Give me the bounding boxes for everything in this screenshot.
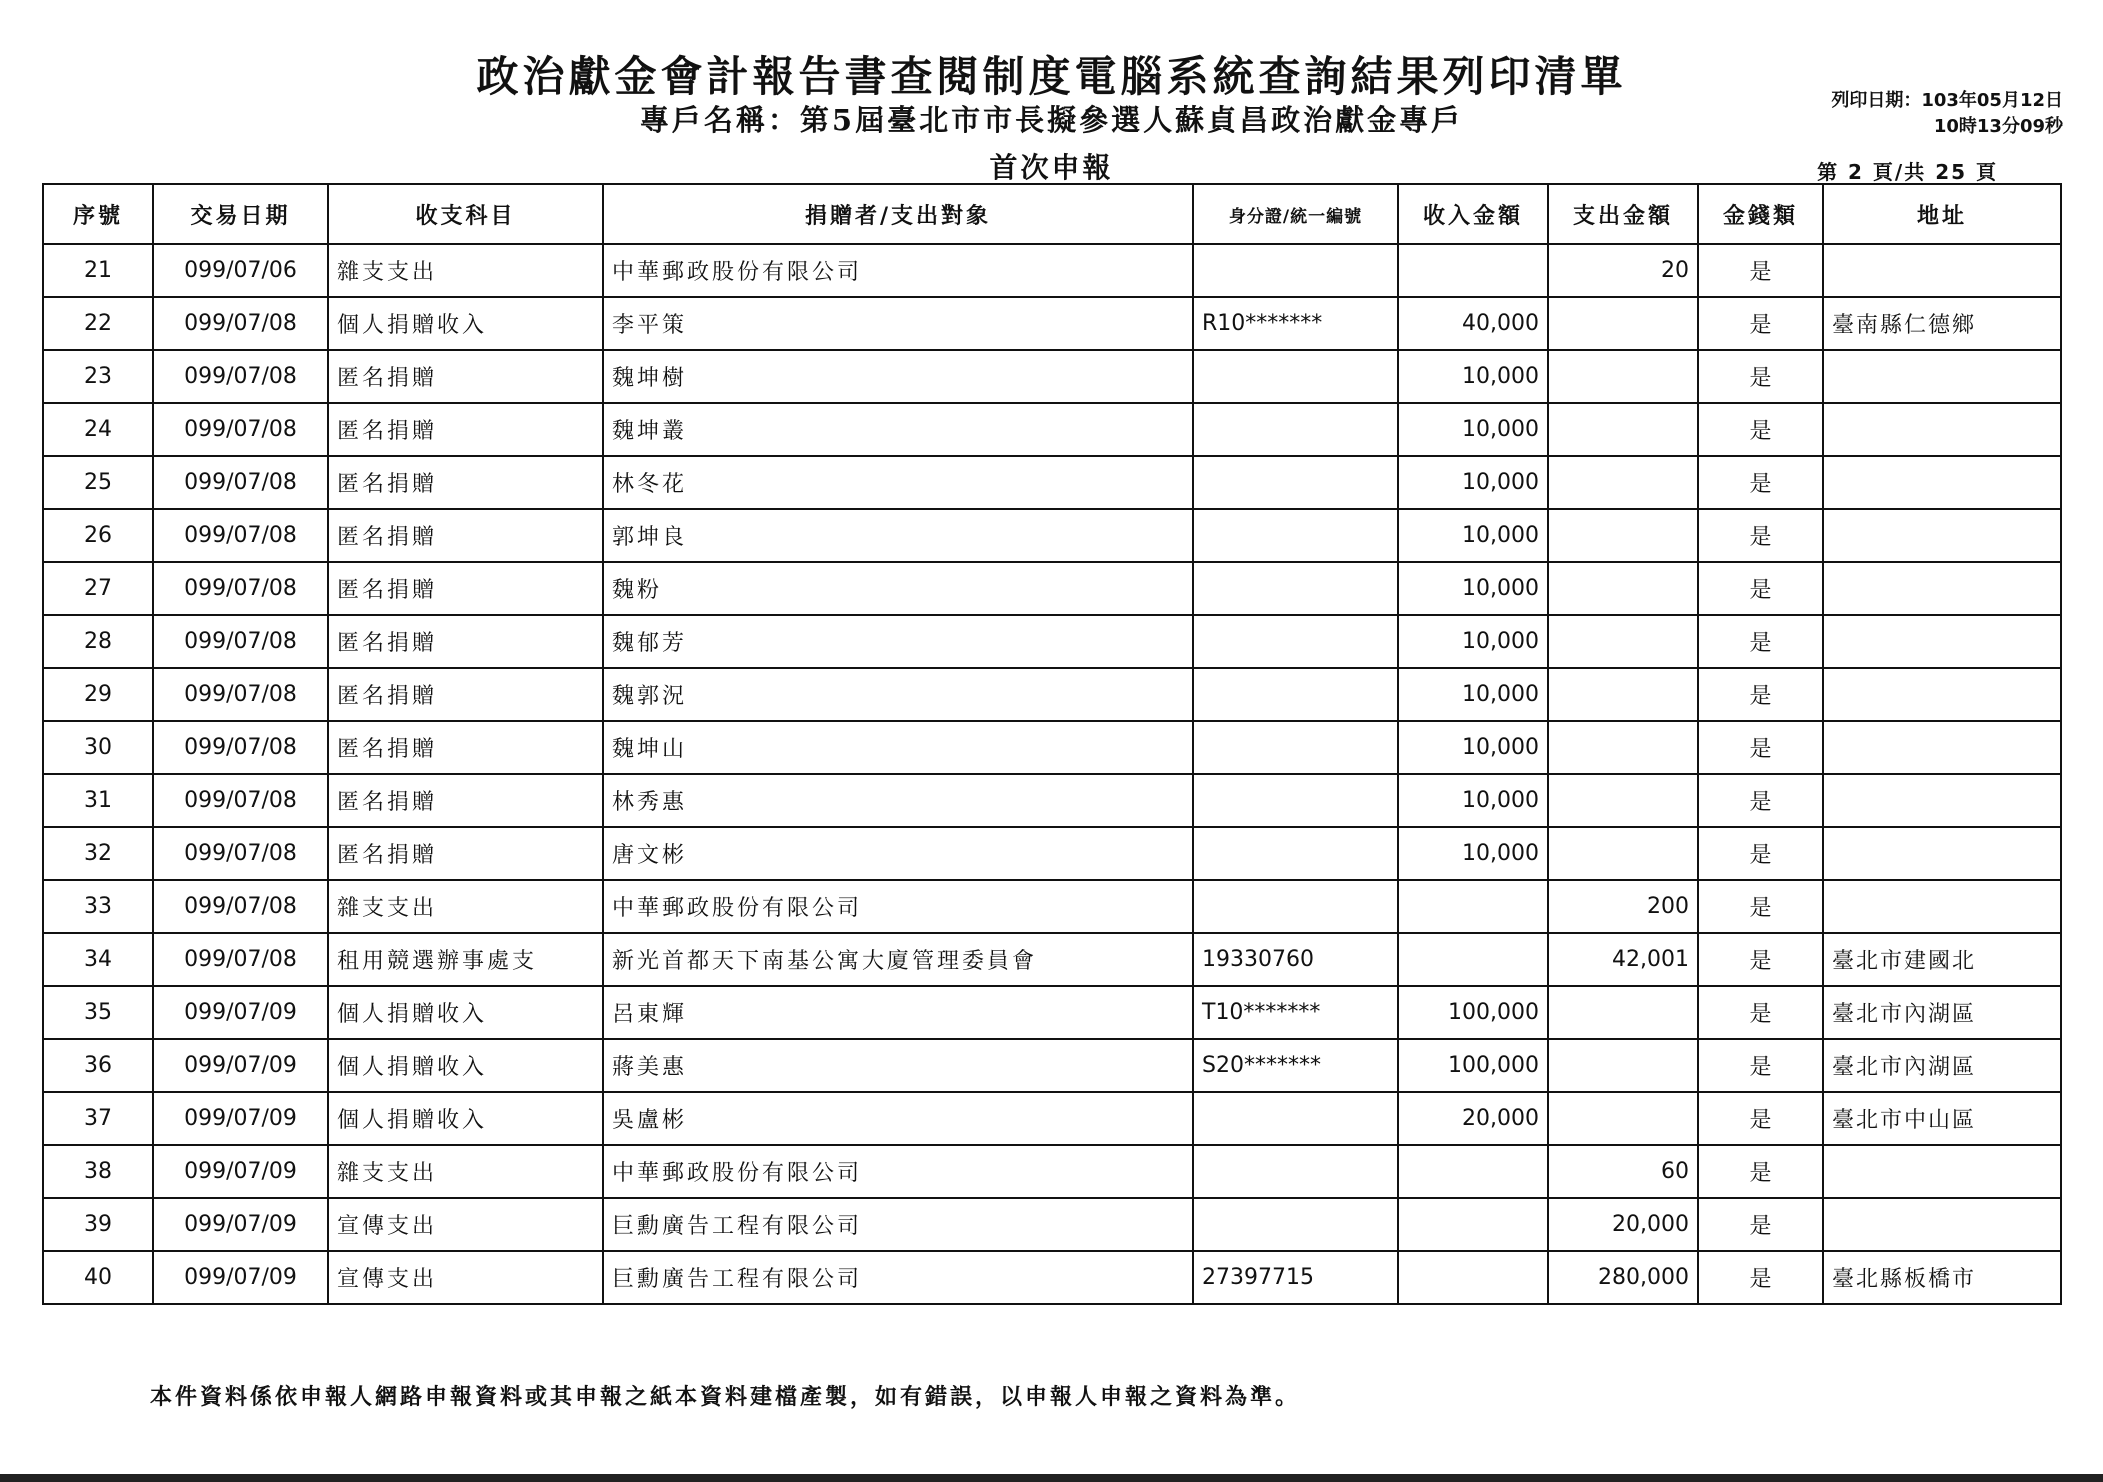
cell-seq: 21 (43, 244, 153, 297)
cell-income: 100,000 (1398, 1039, 1548, 1092)
cell-id (1193, 456, 1398, 509)
cell-seq: 38 (43, 1145, 153, 1198)
cell-expense (1548, 350, 1698, 403)
cell-cash: 是 (1698, 1039, 1823, 1092)
cell-category: 雜支支出 (328, 1145, 603, 1198)
cell-expense: 42,001 (1548, 933, 1698, 986)
cell-seq: 30 (43, 721, 153, 774)
report-type: 首次申報 (989, 151, 1114, 184)
cell-address (1823, 1198, 2061, 1251)
cell-address (1823, 244, 2061, 297)
cell-income: 10,000 (1398, 456, 1548, 509)
cell-expense (1548, 297, 1698, 350)
cell-category: 匿名捐贈 (328, 615, 603, 668)
cell-cash: 是 (1698, 1092, 1823, 1145)
cell-category: 個人捐贈收入 (328, 1039, 603, 1092)
cell-address: 臺南縣仁德鄉 (1823, 297, 2061, 350)
ledger-body (43, 244, 2061, 1304)
cell-party: 吳盧彬 (603, 1092, 1193, 1145)
cell-income: 10,000 (1398, 350, 1548, 403)
cell-party: 蔣美惠 (603, 1039, 1193, 1092)
cell-category: 宣傳支出 (328, 1198, 603, 1251)
cell-expense (1548, 721, 1698, 774)
cell-id (1193, 1198, 1398, 1251)
cell-expense (1548, 562, 1698, 615)
cell-cash: 是 (1698, 244, 1823, 297)
cell-seq: 23 (43, 350, 153, 403)
cell-category: 匿名捐贈 (328, 509, 603, 562)
table-row (43, 1251, 2061, 1304)
cell-seq: 34 (43, 933, 153, 986)
table-row (43, 350, 2061, 403)
table-row (43, 986, 2061, 1039)
cell-id: S20******* (1193, 1039, 1398, 1092)
footer-note: 本件資料係依申報人網路申報資料或其申報之紙本資料建檔產製，如有錯誤，以申報人申報之資料為準。 (150, 1384, 1301, 1410)
cell-income: 10,000 (1398, 668, 1548, 721)
cell-address (1823, 668, 2061, 721)
cell-income (1398, 1251, 1548, 1304)
account-name: 專戶名稱：第5屆臺北市市長擬參選人蘇貞昌政治獻金專戶 (639, 103, 1464, 137)
table-row (43, 297, 2061, 350)
table-row (43, 509, 2061, 562)
cell-id (1193, 880, 1398, 933)
cell-seq: 31 (43, 774, 153, 827)
cell-seq: 28 (43, 615, 153, 668)
header-category: 收支科目 (328, 184, 603, 244)
cell-seq: 29 (43, 668, 153, 721)
cell-seq: 37 (43, 1092, 153, 1145)
cell-date: 099/07/08 (153, 827, 328, 880)
cell-income (1398, 1145, 1548, 1198)
cell-cash: 是 (1698, 827, 1823, 880)
cell-expense (1548, 774, 1698, 827)
cell-address (1823, 721, 2061, 774)
table-row (43, 456, 2061, 509)
header-address: 地址 (1823, 184, 2061, 244)
cell-address: 臺北縣板橋市 (1823, 1251, 2061, 1304)
cell-income: 40,000 (1398, 297, 1548, 350)
cell-date: 099/07/08 (153, 880, 328, 933)
cell-id (1193, 403, 1398, 456)
cell-seq: 40 (43, 1251, 153, 1304)
cell-address: 臺北市內湖區 (1823, 1039, 2061, 1092)
cell-party: 中華郵政股份有限公司 (603, 880, 1193, 933)
cell-party: 呂東輝 (603, 986, 1193, 1039)
header-seq: 序號 (43, 184, 153, 244)
cell-category: 個人捐贈收入 (328, 986, 603, 1039)
cell-seq: 22 (43, 297, 153, 350)
cell-income (1398, 244, 1548, 297)
cell-cash: 是 (1698, 403, 1823, 456)
header-id: 身分證/統一編號 (1193, 184, 1398, 244)
cell-date: 099/07/06 (153, 244, 328, 297)
cell-seq: 36 (43, 1039, 153, 1092)
cell-party: 魏坤樹 (603, 350, 1193, 403)
cell-cash: 是 (1698, 1251, 1823, 1304)
cell-id: 19330760 (1193, 933, 1398, 986)
header-income: 收入金額 (1398, 184, 1548, 244)
cell-seq: 32 (43, 827, 153, 880)
table-row (43, 668, 2061, 721)
cell-date: 099/07/08 (153, 774, 328, 827)
cell-category: 匿名捐贈 (328, 827, 603, 880)
cell-seq: 39 (43, 1198, 153, 1251)
header-cash: 金錢類 (1698, 184, 1823, 244)
table-row (43, 244, 2061, 297)
print-time: 10時13分09秒 (1933, 116, 2063, 137)
cell-income: 10,000 (1398, 403, 1548, 456)
cell-seq: 27 (43, 562, 153, 615)
table-row (43, 1092, 2061, 1145)
ledger-table (42, 183, 2062, 1305)
cell-expense: 60 (1548, 1145, 1698, 1198)
cell-date: 099/07/08 (153, 509, 328, 562)
cell-party: 林秀惠 (603, 774, 1193, 827)
cell-category: 匿名捐贈 (328, 350, 603, 403)
cell-id: 27397715 (1193, 1251, 1398, 1304)
cell-date: 099/07/09 (153, 1251, 328, 1304)
cell-seq: 26 (43, 509, 153, 562)
cell-category: 匿名捐贈 (328, 668, 603, 721)
cell-category: 匿名捐贈 (328, 774, 603, 827)
cell-income (1398, 880, 1548, 933)
cell-party: 魏坤山 (603, 721, 1193, 774)
cell-party: 巨勳廣告工程有限公司 (603, 1251, 1193, 1304)
cell-seq: 25 (43, 456, 153, 509)
table-row (43, 1198, 2061, 1251)
cell-id: T10******* (1193, 986, 1398, 1039)
cell-expense (1548, 456, 1698, 509)
cell-cash: 是 (1698, 562, 1823, 615)
cell-id (1193, 827, 1398, 880)
cell-category: 個人捐贈收入 (328, 1092, 603, 1145)
cell-address (1823, 456, 2061, 509)
cell-income: 10,000 (1398, 562, 1548, 615)
header-party: 捐贈者/支出對象 (603, 184, 1193, 244)
cell-seq: 33 (43, 880, 153, 933)
cell-expense: 200 (1548, 880, 1698, 933)
table-header-row (43, 184, 2061, 244)
cell-party: 魏坤叢 (603, 403, 1193, 456)
cell-category: 雜支支出 (328, 880, 603, 933)
cell-date: 099/07/08 (153, 615, 328, 668)
cell-id (1193, 350, 1398, 403)
cell-expense: 280,000 (1548, 1251, 1698, 1304)
cell-date: 099/07/08 (153, 297, 328, 350)
cell-party: 魏郁芳 (603, 615, 1193, 668)
cell-party: 唐文彬 (603, 827, 1193, 880)
cell-address (1823, 1145, 2061, 1198)
cell-cash: 是 (1698, 456, 1823, 509)
cell-income: 10,000 (1398, 721, 1548, 774)
print-date: 列印日期：103年05月12日 (1831, 90, 2063, 111)
cell-expense (1548, 668, 1698, 721)
cell-income (1398, 933, 1548, 986)
cell-income: 100,000 (1398, 986, 1548, 1039)
cell-id (1193, 509, 1398, 562)
cell-expense (1548, 403, 1698, 456)
cell-party: 巨勳廣告工程有限公司 (603, 1198, 1193, 1251)
table-row (43, 1145, 2061, 1198)
cell-address (1823, 350, 2061, 403)
cell-date: 099/07/08 (153, 933, 328, 986)
cell-address (1823, 827, 2061, 880)
cell-expense: 20,000 (1548, 1198, 1698, 1251)
cell-date: 099/07/08 (153, 403, 328, 456)
cell-income: 10,000 (1398, 774, 1548, 827)
table-row (43, 1039, 2061, 1092)
cell-address (1823, 562, 2061, 615)
cell-party: 李平策 (603, 297, 1193, 350)
cell-cash: 是 (1698, 615, 1823, 668)
cell-expense (1548, 986, 1698, 1039)
report-title: 政治獻金會計報告書查閱制度電腦系統查詢結果列印清單 (476, 52, 1627, 101)
cell-id: R10******* (1193, 297, 1398, 350)
cell-address (1823, 403, 2061, 456)
cell-party: 林冬花 (603, 456, 1193, 509)
cell-cash: 是 (1698, 774, 1823, 827)
cell-date: 099/07/08 (153, 668, 328, 721)
cell-cash: 是 (1698, 509, 1823, 562)
cell-income: 10,000 (1398, 827, 1548, 880)
cell-date: 099/07/08 (153, 350, 328, 403)
cell-address: 臺北市中山區 (1823, 1092, 2061, 1145)
cell-party: 新光首都天下南基公寓大廈管理委員會 (603, 933, 1193, 986)
cell-expense (1548, 1092, 1698, 1145)
bottom-scan-edge (0, 1474, 2103, 1482)
header-expense: 支出金額 (1548, 184, 1698, 244)
header-date: 交易日期 (153, 184, 328, 244)
cell-date: 099/07/08 (153, 562, 328, 615)
table-row (43, 615, 2061, 668)
cell-address (1823, 615, 2061, 668)
cell-id (1193, 1145, 1398, 1198)
cell-cash: 是 (1698, 986, 1823, 1039)
cell-party: 中華郵政股份有限公司 (603, 244, 1193, 297)
cell-party: 郭坤良 (603, 509, 1193, 562)
cell-category: 匿名捐贈 (328, 456, 603, 509)
cell-party: 魏粉 (603, 562, 1193, 615)
cell-category: 匿名捐贈 (328, 721, 603, 774)
cell-date: 099/07/08 (153, 721, 328, 774)
cell-income: 10,000 (1398, 509, 1548, 562)
cell-date: 099/07/09 (153, 1039, 328, 1092)
cell-address: 臺北市建國北 (1823, 933, 2061, 986)
table-row (43, 774, 2061, 827)
cell-id (1193, 668, 1398, 721)
cell-seq: 35 (43, 986, 153, 1039)
cell-category: 宣傳支出 (328, 1251, 603, 1304)
cell-income (1398, 1198, 1548, 1251)
table-row (43, 933, 2061, 986)
cell-income: 10,000 (1398, 615, 1548, 668)
cell-id (1193, 774, 1398, 827)
cell-expense (1548, 509, 1698, 562)
cell-party: 魏郭況 (603, 668, 1193, 721)
table-row (43, 880, 2061, 933)
cell-category: 雜支支出 (328, 244, 603, 297)
cell-expense (1548, 1039, 1698, 1092)
cell-id (1193, 615, 1398, 668)
cell-address (1823, 509, 2061, 562)
cell-address (1823, 880, 2061, 933)
cell-seq: 24 (43, 403, 153, 456)
cell-cash: 是 (1698, 933, 1823, 986)
cell-expense (1548, 827, 1698, 880)
table-row (43, 403, 2061, 456)
cell-date: 099/07/09 (153, 1145, 328, 1198)
cell-date: 099/07/09 (153, 986, 328, 1039)
cell-id (1193, 244, 1398, 297)
cell-expense (1548, 615, 1698, 668)
cell-cash: 是 (1698, 297, 1823, 350)
cell-income: 20,000 (1398, 1092, 1548, 1145)
print-info (1831, 88, 2063, 140)
cell-category: 匿名捐贈 (328, 403, 603, 456)
cell-cash: 是 (1698, 350, 1823, 403)
cell-date: 099/07/09 (153, 1092, 328, 1145)
cell-category: 匿名捐贈 (328, 562, 603, 615)
cell-expense: 20 (1548, 244, 1698, 297)
cell-id (1193, 562, 1398, 615)
cell-cash: 是 (1698, 668, 1823, 721)
cell-id (1193, 721, 1398, 774)
cell-address: 臺北市內湖區 (1823, 986, 2061, 1039)
cell-id (1193, 1092, 1398, 1145)
page-indicator: 第 2 頁/共 25 頁 (1817, 160, 1998, 184)
cell-party: 中華郵政股份有限公司 (603, 1145, 1193, 1198)
table-row (43, 721, 2061, 774)
cell-category: 個人捐贈收入 (328, 297, 603, 350)
cell-cash: 是 (1698, 880, 1823, 933)
cell-address (1823, 774, 2061, 827)
cell-cash: 是 (1698, 1145, 1823, 1198)
cell-category: 租用競選辦事處支 (328, 933, 603, 986)
cell-date: 099/07/09 (153, 1198, 328, 1251)
cell-date: 099/07/08 (153, 456, 328, 509)
table-row (43, 562, 2061, 615)
cell-cash: 是 (1698, 1198, 1823, 1251)
cell-cash: 是 (1698, 721, 1823, 774)
table-row (43, 827, 2061, 880)
